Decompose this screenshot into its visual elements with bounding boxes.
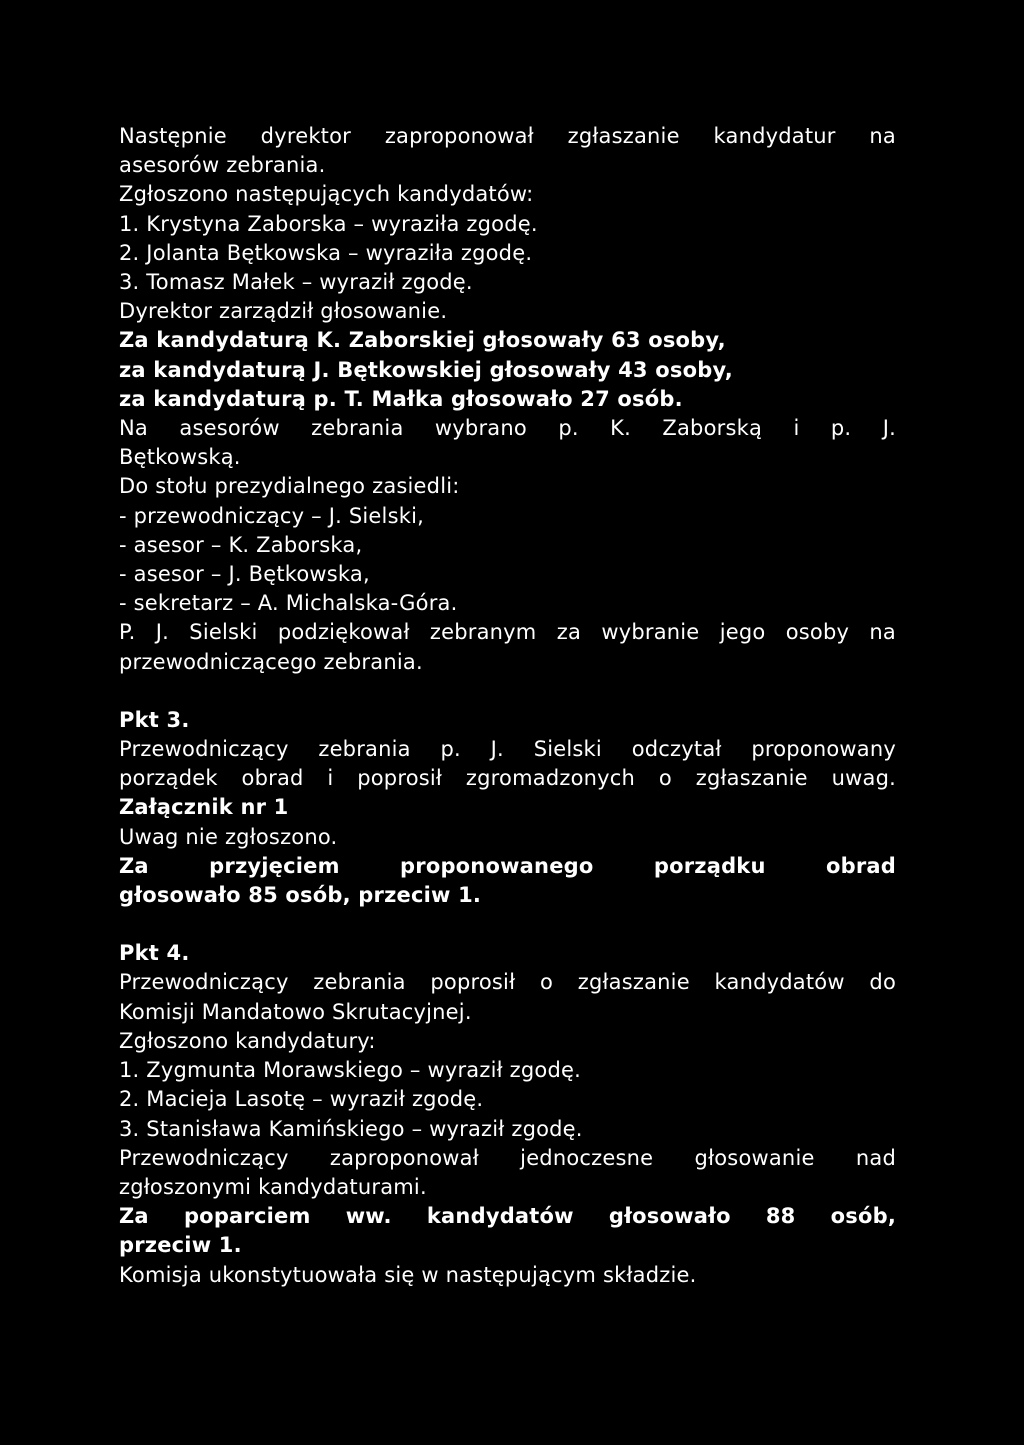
presidium-member-2: - asesor – K. Zaborska, (119, 532, 363, 557)
pkt4-nominated-heading: Zgłoszono kandydatury: (119, 1028, 376, 1053)
elected-line-2: Bętkowską. (119, 445, 241, 470)
commission-candidate-1: 1. Zygmunta Morawskiego – wyraził zgodę. (119, 1058, 581, 1083)
document-page (119, 122, 896, 1290)
vote-result-2: za kandydaturą J. Bętkowskiej głosowały 43 osoby, (119, 357, 733, 382)
assessors-nominated-heading: Zgłoszono następujących kandydatów: (119, 182, 534, 207)
commission-closing-text: Komisja ukonstytuowała się w następującym składzie. (119, 1262, 697, 1287)
pkt4-line-2: Komisji Mandatowo Skrutacyjnej. (119, 999, 472, 1024)
assessor-candidate-1: 1. Krystyna Zaborska – wyraziła zgodę. (119, 211, 538, 236)
pkt4-proposal-line-1: Przewodniczący zaproponował jednoczesne głosowanie nad (119, 1145, 896, 1170)
vote-result-1: Za kandydaturą K. Zaborskiej głosowały 63 osoby, (119, 328, 726, 353)
pkt3-line-1: Przewodniczący zebrania p. J. Sielski odczytał proponowany (119, 737, 896, 762)
elected-line-1: Na asesorów zebrania wybrano p. K. Zaborską i p. J. (119, 416, 896, 441)
presidium-member-4: - sekretarz – A. Michalska-Góra. (119, 591, 458, 616)
pkt4-vote-line-2: przeciw 1. (119, 1233, 242, 1258)
vote-ordered-text: Dyrektor zarządził głosowanie. (119, 299, 448, 324)
no-remarks-text: Uwag nie zgłoszono. (119, 824, 338, 849)
pkt3-heading: Pkt 3. (119, 707, 190, 732)
spacer (119, 677, 896, 706)
presidium-heading: Do stołu prezydialnego zasiedli: (119, 474, 460, 499)
pkt4-heading: Pkt 4. (119, 941, 190, 966)
assessors-intro-line-1: Następnie dyrektor zaproponował zgłaszanie kandydatur na (119, 124, 896, 148)
presidium-member-3: - asesor – J. Bętkowska, (119, 562, 370, 587)
pkt4-line-1: Przewodniczący zebrania poprosił o zgłaszanie kandydatów do (119, 970, 896, 995)
assessors-intro-line-2: asesorów zebrania. (119, 153, 326, 178)
attachment-reference: Załącznik nr 1 (119, 795, 289, 820)
pkt3-line-2: porządek obrad i poprosił zgromadzonych o zgłaszanie uwag. (119, 766, 896, 791)
pkt4-vote-line-1: Za poparciem ww. kandydatów głosowało 88 osób, (119, 1204, 896, 1229)
pkt3-vote-line-2: głosowało 85 osób, przeciw 1. (119, 883, 482, 908)
assessor-candidate-3: 3. Tomasz Małek – wyraził zgodę. (119, 270, 473, 295)
pkt3-vote-line-1: Za przyjęciem proponowanego porządku obrad (119, 853, 896, 878)
presidium-member-1: - przewodniczący – J. Sielski, (119, 503, 424, 528)
thanks-line-2: przewodniczącego zebrania. (119, 649, 423, 674)
commission-candidate-2: 2. Macieja Lasotę – wyraził zgodę. (119, 1087, 484, 1112)
thanks-line-1: P. J. Sielski podziękował zebranym za wybranie jego osoby na (119, 620, 896, 645)
spacer (119, 910, 896, 939)
assessor-candidate-2: 2. Jolanta Bętkowska – wyraziła zgodę. (119, 240, 533, 265)
commission-candidate-3: 3. Stanisława Kamińskiego – wyraził zgodę. (119, 1116, 583, 1141)
vote-result-3: za kandydaturą p. T. Małka głosowało 27 osób. (119, 386, 683, 411)
pkt4-proposal-line-2: zgłoszonymi kandydaturami. (119, 1174, 427, 1199)
